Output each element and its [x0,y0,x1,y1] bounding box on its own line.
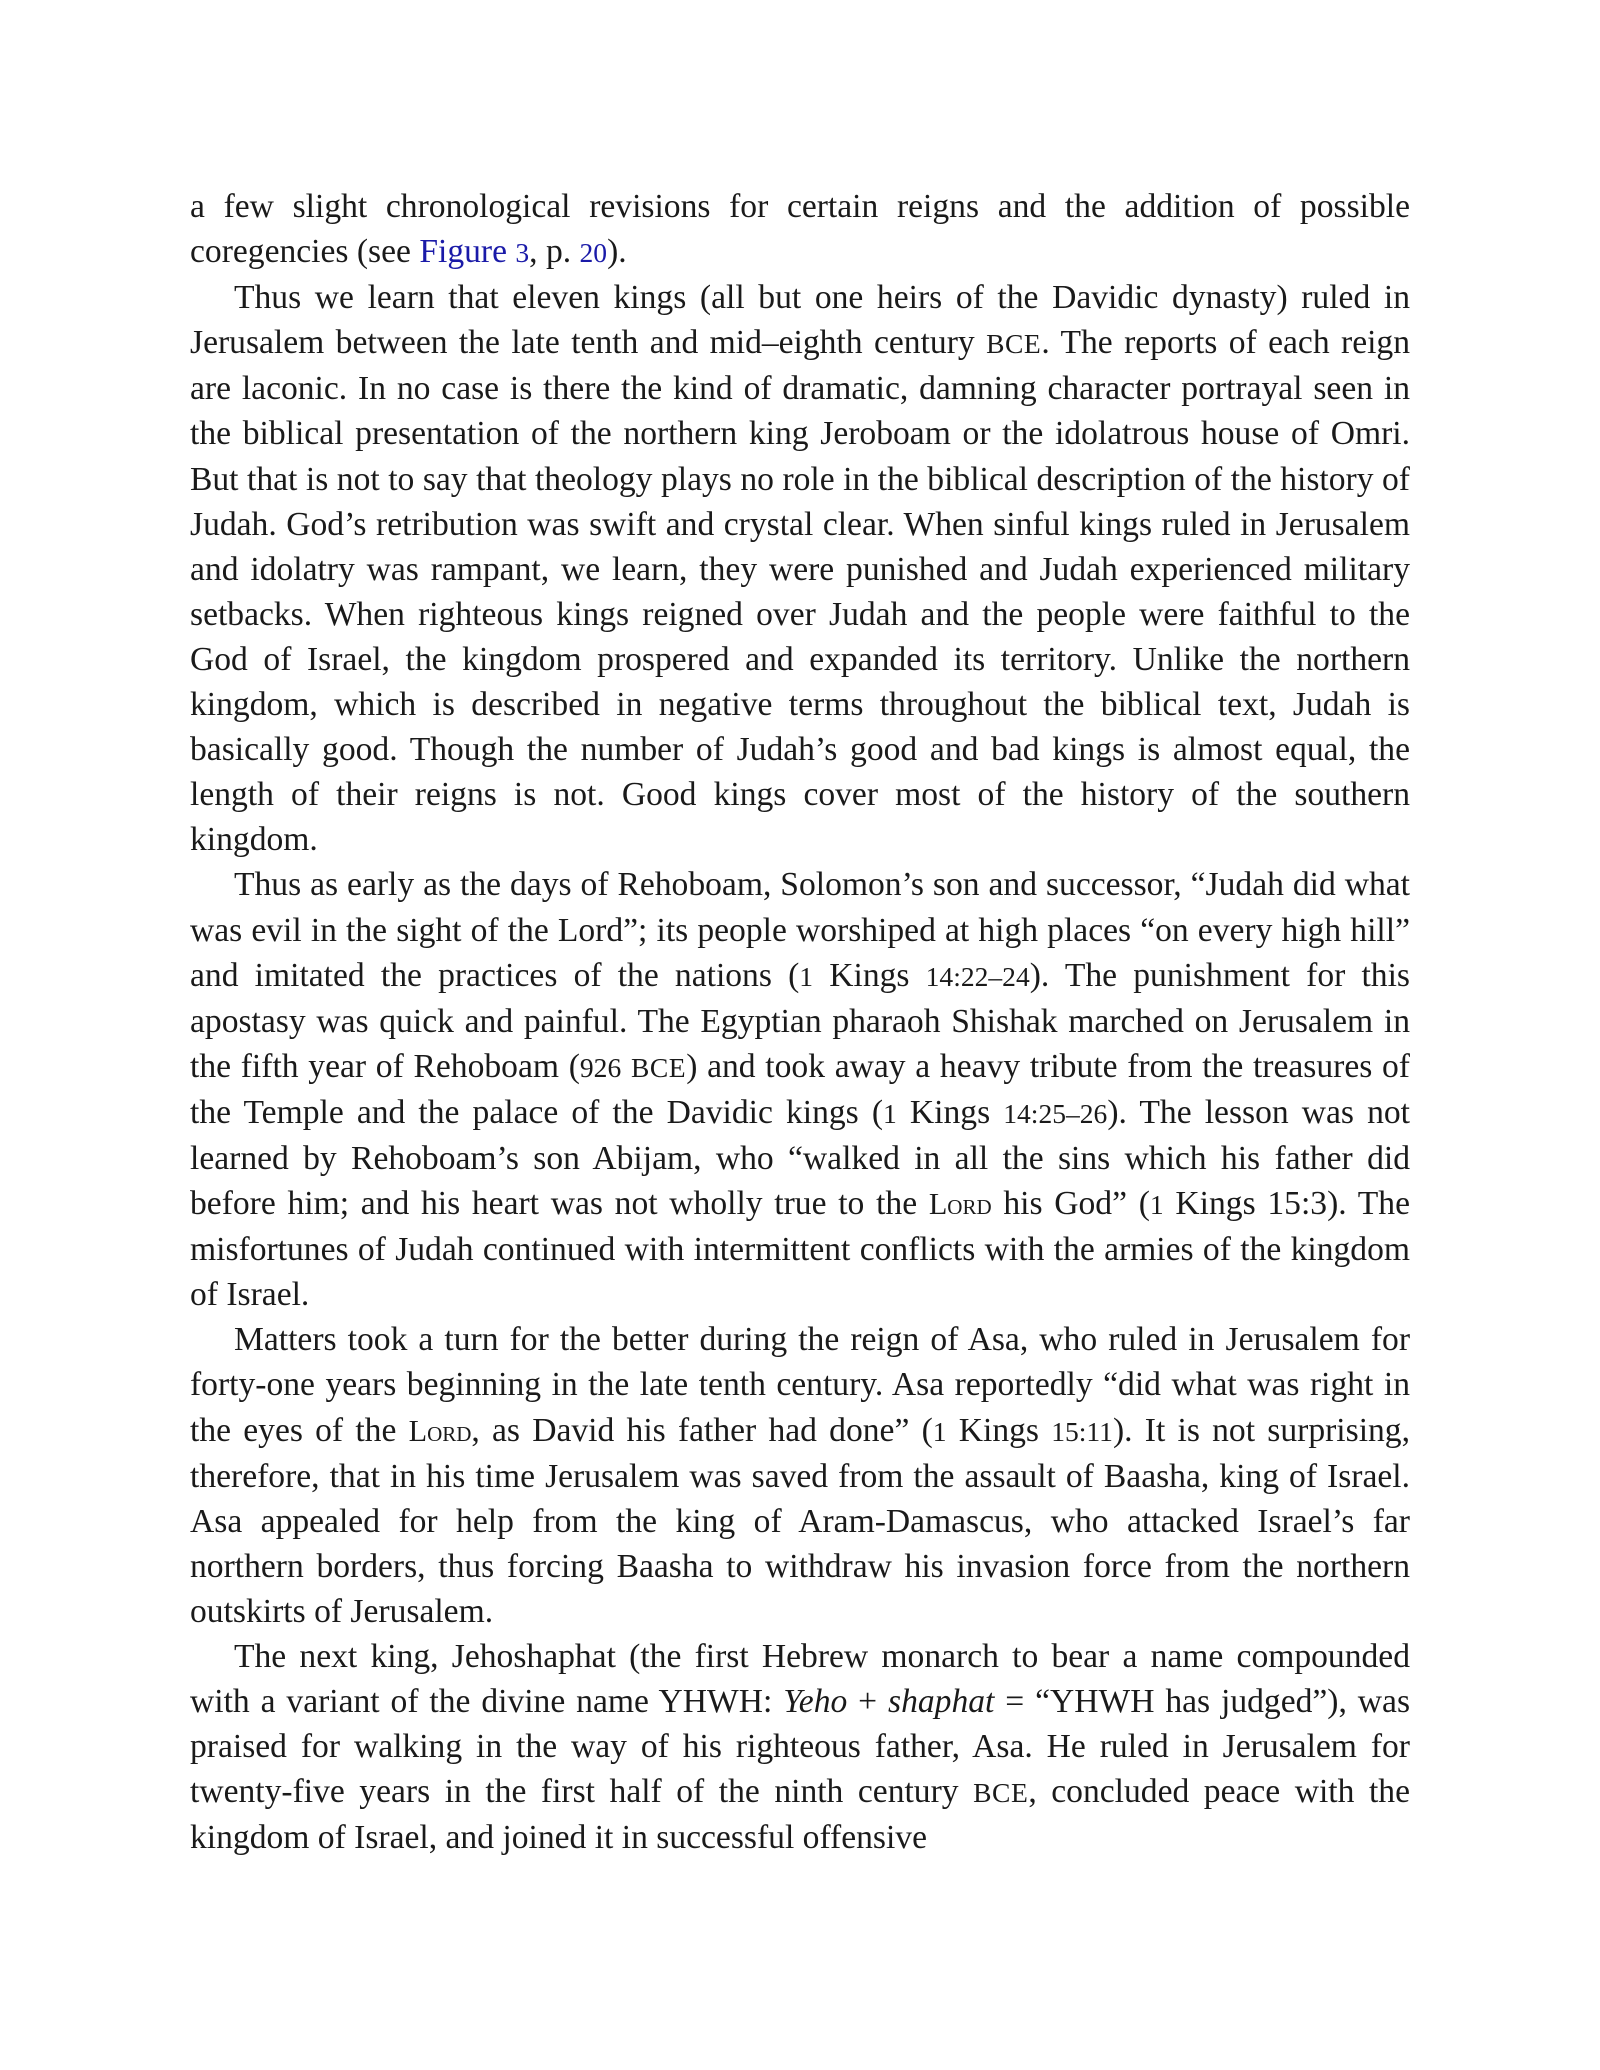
page-link-number[interactable]: 20 [579,237,608,269]
reference-verse: 15:11 [1051,1415,1113,1447]
divine-name-smallcaps: Lord [928,1187,992,1222]
text-segment: Matters took a turn for the better during the reign of Asa, who ruled in Jerusalem for forty-one years beginning in the late tenth century. Asa reportedly “did what was right in the eyes of the [190,1321,1410,1449]
reference-book-number: 1 [932,1415,947,1447]
italic-term-shaphat: shaphat [888,1683,995,1721]
text-segment: ). The misfortunes of Judah continued with intermittent conflicts with the armies of the kingdom of Israel. [190,1185,1410,1314]
plus-sign: + [847,1683,889,1721]
text-segment: ). The lesson was not learned by Rehoboam’s son Abijam, who “walked in all the sins which his father did before him; and his heart was not wholly true to the [190,1093,1410,1223]
year-number: 926 [579,1051,622,1083]
text-segment: a few slight chronological revisions for certain reigns and the addition of possible coregencies (see [190,188,1410,271]
text-segment: The next king, Jehoshaphat (the first Hebrew monarch to bear a name compounded with a variant of the divine name YHWH: [190,1638,1410,1721]
era-abbreviation: BCE [973,1777,1029,1809]
paragraph-1 [190,184,1410,275]
italic-term-yeho: Yeho [783,1683,848,1721]
reference-book: Kings [896,1093,1004,1131]
paragraph-4 [190,1317,1410,1634]
reference-book: Kings [946,1411,1052,1449]
text-segment: . The reports of each reign are laconic. In no case is there the kind of dramatic, damning character portrayal seen in the biblical presentation of the northern king Jeroboam or the idolatrous house of Omri. But that is not to say that theology plays no role in the biblical description of the history of Judah. God’s retribution was swift and crystal clear. When sinful kings ruled in Jerusalem and idolatry was rampant, we learn, they were punished and Judah experienced military setbacks. When righteous kings reigned over Judah and the people were faithful to the God of Israel, the kingdom prospered and expanded its territory. Unlike the northern kingdom, which is described in negative terms throughout the biblical text, Judah is basically good. Though the number of Judah’s good and bad kings is almost equal, the length of their reigns is not. Good kings cover most of the history of the southern kingdom. [190,324,1410,859]
figure-link[interactable] [419,233,529,270]
text-segment: ). [607,233,627,271]
era-abbreviation: BCE [986,328,1042,360]
reference-verse: 14:22–24 [925,960,1030,992]
divine-name-smallcaps: Lord [408,1413,472,1448]
text-segment: ). It is not surprising, therefore, that in his time Jerusalem was saved from the assault of Baasha, king of Israel. Asa appealed for help from the king of Aram-Damascus, who attacked Israel’s far northern borders, thus forcing Baasha to withdraw his invasion force from the northern outskirts of Jerusalem. [190,1411,1410,1630]
text-segment: , as David his father had done” ( [471,1411,933,1449]
text-segment: his God” ( [991,1185,1150,1223]
text-segment: , concluded peace with the kingdom of Israel, and joined it in successful offensive [190,1773,1410,1857]
reference-book: Kings [813,956,926,994]
reference-book-number: 1 [883,1097,897,1129]
text-segment: Thus as early as the days of Rehoboam, Solomon’s son and successor, “Judah did what was evil in the sight of the Lord”; its people worshiped at high places “on every high hill” and imitated the practices of the nations ( [190,866,1410,994]
reference-book: Kings [1163,1185,1268,1223]
figure-link-word[interactable]: Figure [419,233,516,271]
text-segment: Thus we learn that eleven kings (all but one heirs of the Davidic dynasty) ruled in Jerusalem between the late tenth and mid–eighth century [190,279,1410,362]
figure-link-number[interactable]: 3 [515,237,530,269]
paragraph-3 [190,862,1410,1317]
paragraph-2 [190,275,1410,862]
text-segment: , p. [529,233,580,271]
text-segment: ) and took away a heavy tribute from the treasures of the Temple and the palace of the Davidic kings ( [190,1047,1410,1131]
era-abbreviation: BCE [630,1051,687,1083]
reference-book-number: 1 [1149,1189,1164,1221]
page-body [190,184,1410,1860]
reference-book-number: 1 [799,960,814,992]
paragraph-5 [190,1634,1410,1860]
reference-verse: 15:3 [1267,1185,1328,1223]
reference-verse: 14:25–26 [1003,1097,1108,1129]
text-segment: ). The punishment for this apostasy was quick and painful. The Egyptian pharaoh Shishak marched on Jerusalem in the fifth year of Rehoboam ( [190,956,1410,1085]
page-link[interactable] [580,233,608,270]
text-segment: = “YHWH has judged”), was praised for walking in the way of his righteous father, Asa. He ruled in Jerusalem for twenty-five years in the first half of the ninth century [190,1683,1411,1811]
